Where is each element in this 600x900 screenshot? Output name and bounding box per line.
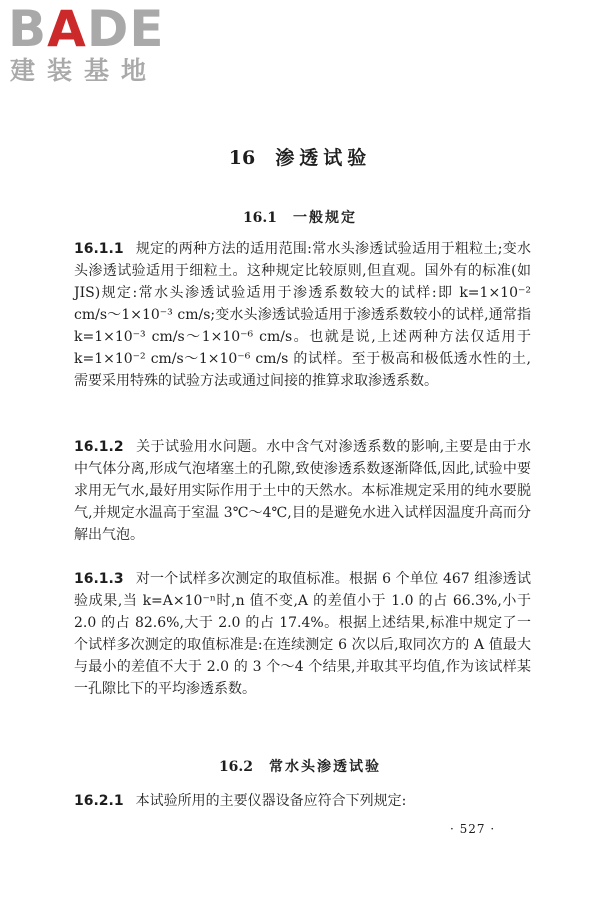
clause-paragraph <box>74 568 531 700</box>
bade-logo <box>8 0 178 88</box>
section-heading <box>0 756 600 776</box>
section-heading <box>0 207 600 227</box>
clause-number: 16.1.1 <box>74 241 124 257</box>
clause-number: 16.1.3 <box>74 571 124 587</box>
page-number: · 527 · <box>450 822 496 836</box>
logo-wordmark: BADE <box>8 0 165 58</box>
logo-subtitle: 建装基地 <box>10 56 159 85</box>
chapter-title <box>0 143 600 170</box>
clause-text: 规定的两种方法的适用范围:常水头渗透试验适用于粗粒土;变水头渗透试验适用于细粒土。这种规定比较原则,但直观。国外有的标准(如 JIS)规定:常水头渗透试验适用于渗透系数较大的试样:即 k=1×10⁻² cm/s～1×10⁻³ cm/s;变水头渗透试验适用于渗透系数较小的试样,通常指 k=1×10⁻³ cm/s～1×10⁻⁶ cm/s。也就是说,上述两种方法仅适用于 k=1×10⁻² cm/s～1×10⁻⁶ cm/s 的试样。至于极高和极低透水性的土,需要采用特殊的试验方法或通过间接的推算求取渗透系数。 <box>74 241 531 389</box>
section-name: 一般规定 <box>293 210 358 226</box>
clause-paragraph <box>74 238 531 392</box>
clause-text: 关于试验用水问题。水中含气对渗透系数的影响,主要是由于水中气体分离,形成气泡堵塞土的孔隙,致使渗透系数逐渐降低,因此,试验中要求用无气水,最好用实际作用于土中的天然水。本标准规定采用的纯水要脱气,并规定水温高于室温 3℃～4℃,目的是避免水进入试样因温度升高而分解出气泡。 <box>74 439 531 543</box>
chapter-number: 16 <box>228 147 256 169</box>
section-name: 常水头渗透试验 <box>269 759 382 775</box>
clause-number: 16.1.2 <box>74 439 124 455</box>
clause-paragraph <box>74 436 531 546</box>
clause-text: 对一个试样多次测定的取值标准。根据 6 个单位 467 组渗透试验成果,当 k=A×10⁻ⁿ时,n 值不变,A 的差值小于 1.0 的占 66.3%,小于 2.0 的占 82.6%,大于 2.0 的占 17.4%。根据上述结果,标准中规定了一个试样多次测定的取值标准是:在连续测定 6 次以后,取同次方的 A 值最大与最小的差值不大于 2.0 的 3 个～4 个结果,并取其平均值,作为该试样某一孔隙比下的平均渗透系数。 <box>74 571 531 697</box>
section-number: 16.2 <box>218 759 254 775</box>
chapter-name: 渗透试验 <box>275 147 372 169</box>
section-number: 16.1 <box>242 210 278 226</box>
clause-text: 本试验所用的主要仪器设备应符合下列规定: <box>135 793 407 809</box>
clause-paragraph <box>74 790 531 812</box>
clause-number: 16.2.1 <box>74 793 124 809</box>
